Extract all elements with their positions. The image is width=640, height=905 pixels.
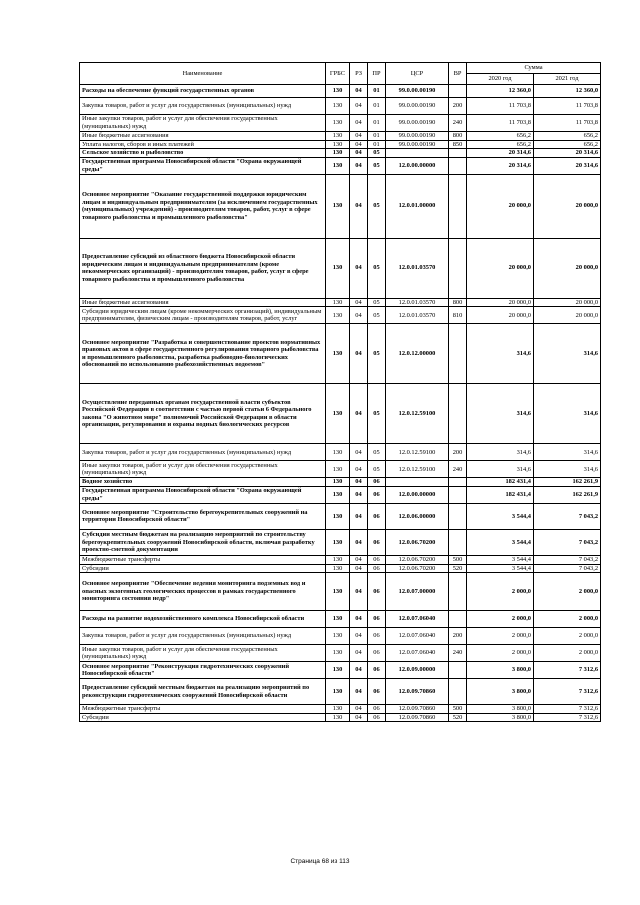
cell-pr: 01 — [368, 140, 386, 149]
cell-pr: 06 — [368, 573, 386, 611]
cell-amount-2021: 11 703,8 — [534, 98, 601, 115]
table-row — [80, 98, 601, 115]
cell-csr: 99.0.00.00190 — [386, 132, 449, 141]
cell-csr: 12.0.09.70860 — [386, 679, 449, 705]
cell-amount-2020: 20 000,0 — [467, 307, 534, 324]
cell-rz: 04 — [350, 573, 368, 611]
header-name: Наименование — [80, 63, 326, 85]
cell-grbs: 130 — [326, 679, 350, 705]
cell-grbs: 130 — [326, 486, 350, 503]
table-row — [80, 679, 601, 705]
cell-grbs: 130 — [326, 85, 350, 98]
cell-vr: 850 — [449, 140, 467, 149]
cell-amount-2021: 656,2 — [534, 132, 601, 141]
cell-vr: 240 — [449, 115, 467, 132]
cell-amount-2020: 3 800,0 — [467, 713, 534, 722]
cell-pr: 05 — [368, 298, 386, 307]
cell-amount-2020: 20 000,0 — [467, 298, 534, 307]
cell-pr: 06 — [368, 628, 386, 645]
cell-csr: 12.0.07.06040 — [386, 611, 449, 628]
cell-name: Субсидии — [80, 713, 326, 722]
cell-amount-2021: 7 312,6 — [534, 705, 601, 714]
cell-name: Сельское хозяйство и рыболовство — [80, 149, 326, 158]
cell-rz: 04 — [350, 461, 368, 478]
cell-name: Основное мероприятие "Разработка и совершенствование проектов нормативных правовых актов в сфере государственного регулирования товарного рыболовства и промышленного рыболовства, разработка рыбоводно-биологических обоснований по использованию рыбохозяйственных водоемов" — [80, 324, 326, 384]
table-row — [80, 384, 601, 444]
table-row — [80, 529, 601, 555]
cell-amount-2020: 3 800,0 — [467, 705, 534, 714]
cell-pr: 06 — [368, 503, 386, 529]
cell-rz: 04 — [350, 705, 368, 714]
cell-grbs: 130 — [326, 564, 350, 573]
cell-pr: 06 — [368, 662, 386, 679]
cell-amount-2020: 20 314,6 — [467, 149, 534, 158]
table-row — [80, 564, 601, 573]
cell-csr: 12.0.01.00000 — [386, 174, 449, 238]
table-row — [80, 662, 601, 679]
cell-amount-2020: 3 544,4 — [467, 529, 534, 555]
cell-amount-2020: 182 431,4 — [467, 486, 534, 503]
table-row — [80, 157, 601, 174]
cell-vr: 240 — [449, 645, 467, 662]
cell-pr: 05 — [368, 174, 386, 238]
cell-rz: 04 — [350, 503, 368, 529]
cell-pr: 05 — [368, 461, 386, 478]
cell-grbs: 130 — [326, 662, 350, 679]
cell-name: Расходы на развитие водохозяйственного комплекса Новосибирской области — [80, 611, 326, 628]
cell-vr — [449, 149, 467, 158]
cell-amount-2021: 314,6 — [534, 461, 601, 478]
cell-vr — [449, 85, 467, 98]
cell-rz: 04 — [350, 132, 368, 141]
cell-name: Основное мероприятие "Строительство берегоукрепительных сооружений на территории Новосибирской области" — [80, 503, 326, 529]
cell-pr: 01 — [368, 115, 386, 132]
cell-vr — [449, 573, 467, 611]
cell-amount-2020: 11 703,8 — [467, 115, 534, 132]
cell-amount-2021: 162 261,9 — [534, 486, 601, 503]
table-body — [80, 85, 601, 722]
cell-name: Субсидии — [80, 564, 326, 573]
cell-grbs: 130 — [326, 628, 350, 645]
cell-vr: 200 — [449, 98, 467, 115]
cell-grbs: 130 — [326, 444, 350, 461]
table-row — [80, 132, 601, 141]
cell-grbs: 130 — [326, 157, 350, 174]
header-sum: Сумма — [467, 63, 601, 74]
table-row — [80, 705, 601, 714]
cell-csr: 12.0.01.03570 — [386, 298, 449, 307]
table-row — [80, 307, 601, 324]
cell-vr: 800 — [449, 298, 467, 307]
cell-name: Закупка товаров, работ и услуг для государственных (муниципальных) нужд — [80, 444, 326, 461]
cell-vr — [449, 157, 467, 174]
cell-name: Закупка товаров, работ и услуг для государственных (муниципальных) нужд — [80, 628, 326, 645]
cell-grbs: 130 — [326, 140, 350, 149]
cell-rz: 04 — [350, 478, 368, 487]
cell-name: Межбюджетные трансферты — [80, 705, 326, 714]
table-row — [80, 628, 601, 645]
cell-csr: 12.0.07.06040 — [386, 628, 449, 645]
cell-pr: 05 — [368, 238, 386, 298]
cell-vr: 810 — [449, 307, 467, 324]
cell-amount-2021: 2 000,0 — [534, 628, 601, 645]
cell-grbs: 130 — [326, 555, 350, 564]
cell-csr: 12.0.06.70200 — [386, 529, 449, 555]
cell-grbs: 130 — [326, 174, 350, 238]
cell-name: Иные бюджетные ассигнования — [80, 298, 326, 307]
cell-grbs: 130 — [326, 529, 350, 555]
cell-name: Уплата налогов, сборов и иных платежей — [80, 140, 326, 149]
header-year-2020: 2020 год — [467, 74, 534, 85]
cell-amount-2021: 12 360,0 — [534, 85, 601, 98]
cell-csr: 99.0.00.00190 — [386, 115, 449, 132]
cell-rz: 04 — [350, 611, 368, 628]
cell-vr — [449, 384, 467, 444]
cell-amount-2020: 314,6 — [467, 384, 534, 444]
cell-amount-2021: 20 314,6 — [534, 149, 601, 158]
cell-csr: 12.0.01.03570 — [386, 307, 449, 324]
cell-csr — [386, 149, 449, 158]
page-number: Страница 68 из 113 — [290, 858, 350, 865]
header-year-2021: 2021 год — [534, 74, 601, 85]
cell-name: Государственная программа Новосибирской области "Охрана окружающей среды" — [80, 157, 326, 174]
cell-grbs: 130 — [326, 298, 350, 307]
cell-amount-2020: 656,2 — [467, 132, 534, 141]
table-row — [80, 478, 601, 487]
cell-name: Расходы на обеспечение функций государственных органов — [80, 85, 326, 98]
cell-amount-2021: 162 261,9 — [534, 478, 601, 487]
cell-grbs: 130 — [326, 98, 350, 115]
cell-vr: 500 — [449, 705, 467, 714]
cell-amount-2021: 20 000,0 — [534, 298, 601, 307]
cell-rz: 04 — [350, 324, 368, 384]
cell-csr: 99.0.00.00190 — [386, 140, 449, 149]
cell-rz: 04 — [350, 98, 368, 115]
cell-amount-2020: 20 000,0 — [467, 238, 534, 298]
table-row — [80, 486, 601, 503]
cell-vr — [449, 174, 467, 238]
cell-amount-2020: 656,2 — [467, 140, 534, 149]
cell-amount-2020: 2 000,0 — [467, 628, 534, 645]
table-row — [80, 461, 601, 478]
cell-rz: 04 — [350, 645, 368, 662]
cell-rz: 04 — [350, 140, 368, 149]
cell-amount-2020: 2 000,0 — [467, 573, 534, 611]
table-row — [80, 645, 601, 662]
cell-amount-2021: 7 043,2 — [534, 555, 601, 564]
cell-grbs: 130 — [326, 115, 350, 132]
cell-pr: 05 — [368, 444, 386, 461]
cell-rz: 04 — [350, 679, 368, 705]
cell-pr: 06 — [368, 478, 386, 487]
table-row — [80, 713, 601, 722]
cell-grbs: 130 — [326, 149, 350, 158]
cell-amount-2021: 7 043,2 — [534, 564, 601, 573]
cell-amount-2020: 20 314,6 — [467, 157, 534, 174]
table-row — [80, 238, 601, 298]
cell-vr — [449, 611, 467, 628]
cell-vr — [449, 324, 467, 384]
cell-csr: 12.0.01.03570 — [386, 238, 449, 298]
cell-rz: 04 — [350, 713, 368, 722]
cell-amount-2020: 2 000,0 — [467, 645, 534, 662]
cell-amount-2021: 2 000,0 — [534, 611, 601, 628]
cell-name: Осуществление переданных органам государственной власти субъектов Российской Федерации в соответствии с частью первой статьи 6 Федерального закона "О животном мире" полномочий Российской Федерации в области организации, регулирования и охраны водных биологических ресурсов — [80, 384, 326, 444]
cell-grbs: 130 — [326, 384, 350, 444]
cell-csr: 12.0.00.00000 — [386, 486, 449, 503]
cell-grbs: 130 — [326, 645, 350, 662]
table-row — [80, 573, 601, 611]
cell-vr: 240 — [449, 461, 467, 478]
cell-csr: 12.0.09.70860 — [386, 713, 449, 722]
table-row — [80, 149, 601, 158]
cell-vr: 520 — [449, 713, 467, 722]
cell-amount-2021: 7 043,2 — [534, 503, 601, 529]
cell-name: Иные бюджетные ассигнования — [80, 132, 326, 141]
cell-amount-2021: 314,6 — [534, 384, 601, 444]
cell-name: Иные закупки товаров, работ и услуг для обеспечения государственных (муниципальных) нужд — [80, 645, 326, 662]
cell-amount-2020: 182 431,4 — [467, 478, 534, 487]
cell-csr: 12.0.07.00000 — [386, 573, 449, 611]
cell-rz: 04 — [350, 486, 368, 503]
cell-pr: 06 — [368, 645, 386, 662]
cell-rz: 04 — [350, 157, 368, 174]
cell-pr: 06 — [368, 486, 386, 503]
cell-vr: 200 — [449, 628, 467, 645]
cell-rz: 04 — [350, 149, 368, 158]
cell-rz: 04 — [350, 555, 368, 564]
cell-pr: 05 — [368, 157, 386, 174]
cell-grbs: 130 — [326, 132, 350, 141]
cell-pr: 01 — [368, 132, 386, 141]
cell-amount-2021: 7 043,2 — [534, 529, 601, 555]
cell-pr: 05 — [368, 384, 386, 444]
table-row — [80, 611, 601, 628]
header-grbs: ГРБС — [326, 63, 350, 85]
cell-vr — [449, 503, 467, 529]
header-csr: ЦСР — [386, 63, 449, 85]
cell-amount-2020: 314,6 — [467, 444, 534, 461]
cell-grbs: 130 — [326, 705, 350, 714]
table-row — [80, 174, 601, 238]
cell-amount-2020: 11 703,8 — [467, 98, 534, 115]
cell-name: Иные закупки товаров, работ и услуг для обеспечения государственных (муниципальных) нужд — [80, 115, 326, 132]
cell-pr: 06 — [368, 564, 386, 573]
cell-csr: 12.0.00.00000 — [386, 157, 449, 174]
cell-amount-2021: 2 000,0 — [534, 573, 601, 611]
cell-pr: 05 — [368, 149, 386, 158]
cell-grbs: 130 — [326, 461, 350, 478]
cell-rz: 04 — [350, 628, 368, 645]
cell-pr: 01 — [368, 85, 386, 98]
cell-csr: 12.0.09.00000 — [386, 662, 449, 679]
cell-grbs: 130 — [326, 478, 350, 487]
cell-name: Водное хозяйство — [80, 478, 326, 487]
cell-csr: 99.0.00.00190 — [386, 98, 449, 115]
cell-rz: 04 — [350, 662, 368, 679]
cell-pr: 06 — [368, 705, 386, 714]
cell-csr: 12.0.12.59100 — [386, 384, 449, 444]
cell-amount-2021: 20 000,0 — [534, 307, 601, 324]
cell-csr: 99.0.00.00190 — [386, 85, 449, 98]
cell-amount-2021: 7 312,6 — [534, 713, 601, 722]
header-pr: ПР — [368, 63, 386, 85]
cell-vr: 500 — [449, 555, 467, 564]
cell-rz: 04 — [350, 529, 368, 555]
cell-name: Основное мероприятие "Реконструкция гидротехнических сооружений Новосибирской области" — [80, 662, 326, 679]
cell-amount-2020: 3 544,4 — [467, 564, 534, 573]
cell-amount-2021: 314,6 — [534, 444, 601, 461]
cell-pr: 06 — [368, 679, 386, 705]
cell-grbs: 130 — [326, 573, 350, 611]
cell-vr: 520 — [449, 564, 467, 573]
cell-grbs: 130 — [326, 713, 350, 722]
cell-csr: 12.0.12.59100 — [386, 461, 449, 478]
cell-pr: 01 — [368, 98, 386, 115]
cell-rz: 04 — [350, 444, 368, 461]
table-row — [80, 85, 601, 98]
cell-vr — [449, 238, 467, 298]
cell-pr: 06 — [368, 611, 386, 628]
table-row — [80, 140, 601, 149]
cell-vr: 800 — [449, 132, 467, 141]
cell-vr — [449, 478, 467, 487]
cell-csr: 12.0.06.70200 — [386, 555, 449, 564]
cell-vr — [449, 679, 467, 705]
cell-amount-2021: 7 312,6 — [534, 679, 601, 705]
cell-amount-2021: 20 000,0 — [534, 238, 601, 298]
cell-amount-2021: 314,6 — [534, 324, 601, 384]
cell-pr: 06 — [368, 555, 386, 564]
cell-rz: 04 — [350, 307, 368, 324]
cell-pr: 05 — [368, 324, 386, 384]
cell-name: Основное мероприятие "Оказание государственной поддержки юридическим лицам и индивидуальным предпринимателям (за исключением государственных (муниципальных) учреждений) - производителям товаров, работ, услуг в сфере товарного рыболовства и промышленного рыболовства" — [80, 174, 326, 238]
cell-amount-2020: 3 800,0 — [467, 679, 534, 705]
cell-csr: 12.0.09.70860 — [386, 705, 449, 714]
cell-name: Субсидии юридическим лицам (кроме некоммерческих организаций), индивидуальным предпринимателям, физическим лицам - производителям товаров, работ, услуг — [80, 307, 326, 324]
cell-pr: 05 — [368, 307, 386, 324]
header-rz: РЗ — [350, 63, 368, 85]
cell-amount-2020: 3 544,4 — [467, 503, 534, 529]
cell-rz: 04 — [350, 174, 368, 238]
cell-csr: 12.0.06.00000 — [386, 503, 449, 529]
cell-amount-2021: 11 703,8 — [534, 115, 601, 132]
cell-amount-2021: 656,2 — [534, 140, 601, 149]
table-row — [80, 324, 601, 384]
cell-grbs: 130 — [326, 238, 350, 298]
cell-grbs: 130 — [326, 611, 350, 628]
cell-amount-2020: 2 000,0 — [467, 611, 534, 628]
cell-rz: 04 — [350, 384, 368, 444]
cell-amount-2021: 7 312,6 — [534, 662, 601, 679]
cell-name: Государственная программа Новосибирской области "Охрана окружающей среды" — [80, 486, 326, 503]
cell-rz: 04 — [350, 115, 368, 132]
cell-name: Межбюджетные трансферты — [80, 555, 326, 564]
cell-amount-2020: 314,6 — [467, 324, 534, 384]
cell-amount-2020: 20 000,0 — [467, 174, 534, 238]
header-vr: ВР — [449, 63, 467, 85]
cell-grbs: 130 — [326, 307, 350, 324]
cell-csr: 12.0.12.00000 — [386, 324, 449, 384]
cell-csr: 12.0.06.70200 — [386, 564, 449, 573]
table-row — [80, 115, 601, 132]
cell-rz: 04 — [350, 298, 368, 307]
cell-amount-2021: 2 000,0 — [534, 645, 601, 662]
cell-vr — [449, 529, 467, 555]
table-header — [80, 63, 601, 85]
cell-grbs: 130 — [326, 324, 350, 384]
cell-pr: 06 — [368, 713, 386, 722]
cell-name: Закупка товаров, работ и услуг для государственных (муниципальных) нужд — [80, 98, 326, 115]
cell-vr: 200 — [449, 444, 467, 461]
cell-vr — [449, 486, 467, 503]
cell-name: Субсидии местным бюджетам на реализацию мероприятий по строительству берегоукрепительных сооружений Новосибирской области, включая разработку проектно-сметной документации — [80, 529, 326, 555]
table-row — [80, 503, 601, 529]
cell-amount-2020: 314,6 — [467, 461, 534, 478]
cell-csr: 12.0.12.59100 — [386, 444, 449, 461]
cell-rz: 04 — [350, 85, 368, 98]
table-row — [80, 555, 601, 564]
table-row — [80, 444, 601, 461]
cell-name: Иные закупки товаров, работ и услуг для обеспечения государственных (муниципальных) нужд — [80, 461, 326, 478]
cell-amount-2020: 12 360,0 — [467, 85, 534, 98]
cell-amount-2020: 3 544,4 — [467, 555, 534, 564]
cell-name: Основное мероприятие "Обеспечение ведения мониторинга подземных вод и опасных экзогенных геологических процессов в рамках государственного мониторинга состояния недр" — [80, 573, 326, 611]
cell-grbs: 130 — [326, 503, 350, 529]
cell-amount-2021: 20 314,6 — [534, 157, 601, 174]
cell-pr: 06 — [368, 529, 386, 555]
cell-amount-2020: 3 800,0 — [467, 662, 534, 679]
cell-csr: 12.0.07.06040 — [386, 645, 449, 662]
cell-rz: 04 — [350, 564, 368, 573]
cell-rz: 04 — [350, 238, 368, 298]
cell-amount-2021: 20 000,0 — [534, 174, 601, 238]
cell-vr — [449, 662, 467, 679]
cell-name: Предоставление субсидий из областного бюджета Новосибирской области юридическим лицам и индивидуальным предпринимателям (кроме некоммерческих организаций) - производителям товаров, работ, услуг в сфере товарного рыболовства и промышленного рыболовства — [80, 238, 326, 298]
budget-table — [79, 62, 601, 722]
cell-name: Предоставление субсидий местным бюджетам на реализацию мероприятий по реконструкции гидротехнических сооружений Новосибирской области — [80, 679, 326, 705]
table-row — [80, 298, 601, 307]
cell-csr — [386, 478, 449, 487]
